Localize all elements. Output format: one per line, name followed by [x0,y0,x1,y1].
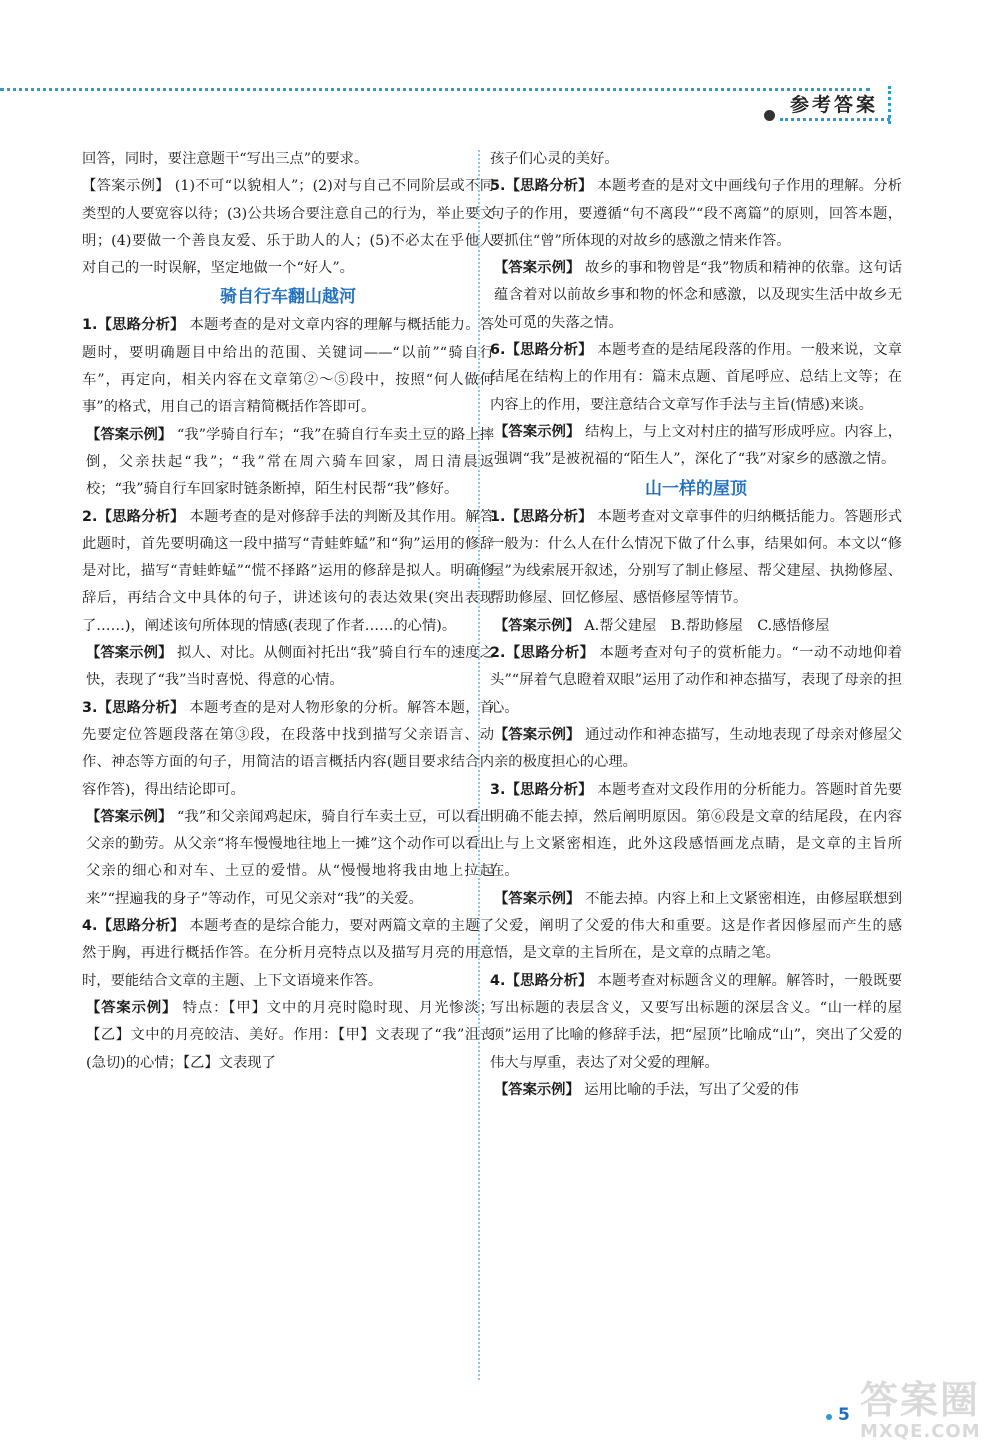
answer-label: 【答案示例】 [494,890,581,907]
answer-label: 【答案示例】 [86,808,173,825]
analysis-text: 本题考查的是对修辞手法的判断及其作用。解答此题时，首先要明确这一段中描写“青蛙蚱蜢”和“狗”运用的修辞是对比，描写“青蛙蚱蜢”“慌不择路”运用的修辞是拟人。明确修辞后，再结合文中具体的句子，讲述该句的表达效果(突出表现了……)，阐述该句所体现的情感(表现了作者……的心情)。 [82,508,495,634]
answer-label: 【答案示例】 [86,426,173,443]
question-number: 1. [82,317,98,334]
answer-5 [490,255,902,337]
answer-text: 特点：【甲】文中的月亮时隐时现、月光惨淡；【乙】文中的月亮皎洁、美好。作用：【甲】文表现了“我”沮丧(急切)的心情；【乙】文表现了 [86,999,495,1071]
analysis-text: 本题考查对标题含义的理解。解答时，一般既要写出标题的表层含义，又要写出标题的深层含义。“山一样的屋顶”运用了比喻的修辞手法，把“屋顶”比喻成“山”，突出了父爱的伟大与厚重，表达了对父爱的理解。 [490,972,903,1071]
analysis-label: 【思路分析】 [505,178,593,195]
answer-6 [490,419,902,474]
answer-label: 【答案示例】 [494,1081,580,1098]
intro-answer: 【答案示例】 (1)不可“以貌相人”；(2)对与自己不同阶层或不同类型的人要宽容以待；(3)公共场合要注意自己的行为，举止要文明；(4)要做一个善良友爱、乐于助人的人；(5)不必太在乎他人对自己的一时误解，坚定地做一个“好人”。 [82,178,494,277]
answer-text: A.帮父建屋 B.帮助修屋 C.感悟修屋 [584,617,830,634]
answer-2 [82,640,494,695]
roof-answer-2 [490,722,902,777]
left-column [82,146,494,1077]
question-4 [82,913,494,995]
question-number: 1. [490,508,506,525]
question-2 [82,504,494,640]
answer-label: 【答案示例】 [86,999,178,1016]
analysis-text: 本题考查对文章事件的归纳概括能力。答题形式一般为：什么人在什么情况下做了什么事，结果如何。本文以“修屋”为线索展开叙述，分别写了制止修屋、帮父建屋、执拗修屋、帮助修屋、回忆修屋、感悟修屋等情节。 [490,508,903,607]
watermark-text: 答案圈 [860,1378,981,1422]
question-3 [82,695,494,804]
question-number: 2. [490,645,506,662]
answer-4 [82,995,494,1077]
analysis-text: 本题考查的是对人物形象的分析。解答本题，首先要定位答题段落在第③段，在段落中找到描写父亲语言、动作、神态等方面的句子，用简洁的语言概括内容(题目要求结合内容作答)，得出结论即可。 [82,699,495,798]
analysis-text: 本题考查的是综合能力，要对两篇文章的主题了然于胸，再进行概括作答。在分析月亮特点以及描写月亮的用意时，要能结合文章的主题、上下文语境来作答。 [82,918,495,989]
analysis-label: 【思路分析】 [505,972,593,989]
question-number: 3. [490,781,506,798]
analysis-label: 【思路分析】 [97,508,185,525]
roof-answer-1 [490,613,902,640]
page-number-dot-icon [826,1414,832,1420]
roof-answer-3 [490,886,902,968]
question-5 [490,173,902,255]
analysis-text: 本题考查的是对文章内容的理解与概括能力。答题时，要明确题目中给出的范围、关键词——“以前”“骑自行车”，再定向，相关内容在文章第②～⑤段中，按照“何人做何事”的格式，用自己的语言精简概括作答即可。 [82,317,495,416]
question-number: 4. [82,918,98,935]
answer-text: “我”和父亲闻鸡起床，骑自行车卖土豆，可以看出父亲的勤劳。从父亲“将车慢慢地往地上一摊”这个动作可以看出父亲的细心和对车、土豆的爱惜。从“慢慢地将我由地上拉起来”“捏遍我的身子”等动作，可见父亲对“我”的关爱。 [86,808,495,907]
intro-line: 回答，同时，要注意题干“写出三点”的要求。 [82,151,369,167]
analysis-text: 本题考查对文段作用的分析能力。答题时首先要明确不能去掉，然后阐明原因。第⑥段是文章的结尾段，在内容上与上文紧密相连，此外这段感悟画龙点睛，是文章的主旨所在。 [490,781,903,880]
page-header-title: 参考答案 [790,94,879,116]
answer-label: 【答案示例】 [494,617,580,634]
roof-question-4 [490,968,902,1077]
analysis-label: 【思路分析】 [97,699,185,716]
watermark-logo [860,1378,981,1442]
roof-question-1 [490,504,902,613]
answer-text: 结构上，与上文对村庄的描写形成呼应。内容上，强调“我”是被祝福的“陌生人”，深化了“我”对家乡的感激之情。 [494,423,903,468]
header-dotted-rule [0,88,870,91]
header-bullet-icon [764,110,775,121]
analysis-label: 【思路分析】 [505,781,593,798]
question-number: 5. [490,178,506,195]
answer-label: 【答案示例】 [86,645,173,662]
answer-3 [82,804,494,913]
question-6 [490,337,902,419]
analysis-text: 本题考查的是对文中画线句子作用的理解。分析句子的作用，要遵循“句不离段”“段不离篇”的原则，回答本题，要抓住“曾”所体现的对故乡的感激之情来作答。 [490,178,903,249]
answer-1 [82,422,494,504]
analysis-text: 本题考查对句子的赏析能力。“一动不动地仰着头”“屏着气息瞪着双眼”运用了动作和神态描写，表现了母亲的担心。 [490,645,903,716]
analysis-text: 本题考查的是结尾段落的作用。一般来说，文章结尾在结构上的作用有：篇末点题、首尾呼应、总结上文等；在内容上的作用，要注意结合文章写作手法与主旨(情感)来谈。 [490,342,903,413]
answer-text: 不能去掉。内容上和上文紧密相连，由修屋联想到父爱，阐明了父爱的伟大和重要。这是作者因修屋而产生的感悟，是文章的主旨所在，是文章的点睛之笔。 [494,890,903,962]
question-number: 6. [490,342,506,359]
watermark-url: MXQE.COM [860,1421,981,1442]
section-title-bike: 骑自行车翻山越河 [220,287,356,308]
answer-text: 通过动作和神态描写，生动地表现了母亲对修屋父亲的极度担心的心理。 [494,726,903,771]
right-column [490,146,902,1104]
question-number: 3. [82,699,98,716]
analysis-label: 【思路分析】 [97,317,185,334]
question-number: 4. [490,972,506,989]
answer-label: 【答案示例】 [494,260,581,277]
answer-label: 【答案示例】 [494,423,581,440]
answer-text: “我”学骑自行车；“我”在骑自行车卖土豆的路上摔倒，父亲扶起“我”；“我”常在周六骑车回家，周日清晨返校；“我”骑自行车回家时链条断掉，陌生村民帮“我”修好。 [86,426,495,498]
roof-answer-4 [490,1077,902,1104]
section-title-roof: 山一样的屋顶 [645,478,747,499]
answer-text: 故乡的事和物曾是“我”物质和精神的依靠。这句话蕴含着对以前故乡事和物的怀念和感激，以及现实生活中故乡无处可觅的失落之情。 [494,260,903,331]
roof-question-3 [490,777,902,886]
header-underline [780,118,890,121]
question-1 [82,312,494,421]
analysis-label: 【思路分析】 [505,645,595,662]
answer-text: 拟人、对比。从侧面衬托出“我”骑自行车的速度之快，表现了“我”当时喜悦、得意的心情。 [86,645,495,689]
answer-label: 【答案示例】 [494,726,581,743]
continued-text: 孩子们心灵的美好。 [490,151,619,167]
analysis-label: 【思路分析】 [97,918,185,935]
analysis-label: 【思路分析】 [505,508,593,525]
question-number: 2. [82,508,98,525]
roof-question-2 [490,640,902,722]
page-number: 5 [838,1405,850,1425]
analysis-label: 【思路分析】 [505,342,593,359]
answer-text: 运用比喻的手法，写出了父爱的伟 [584,1081,799,1098]
